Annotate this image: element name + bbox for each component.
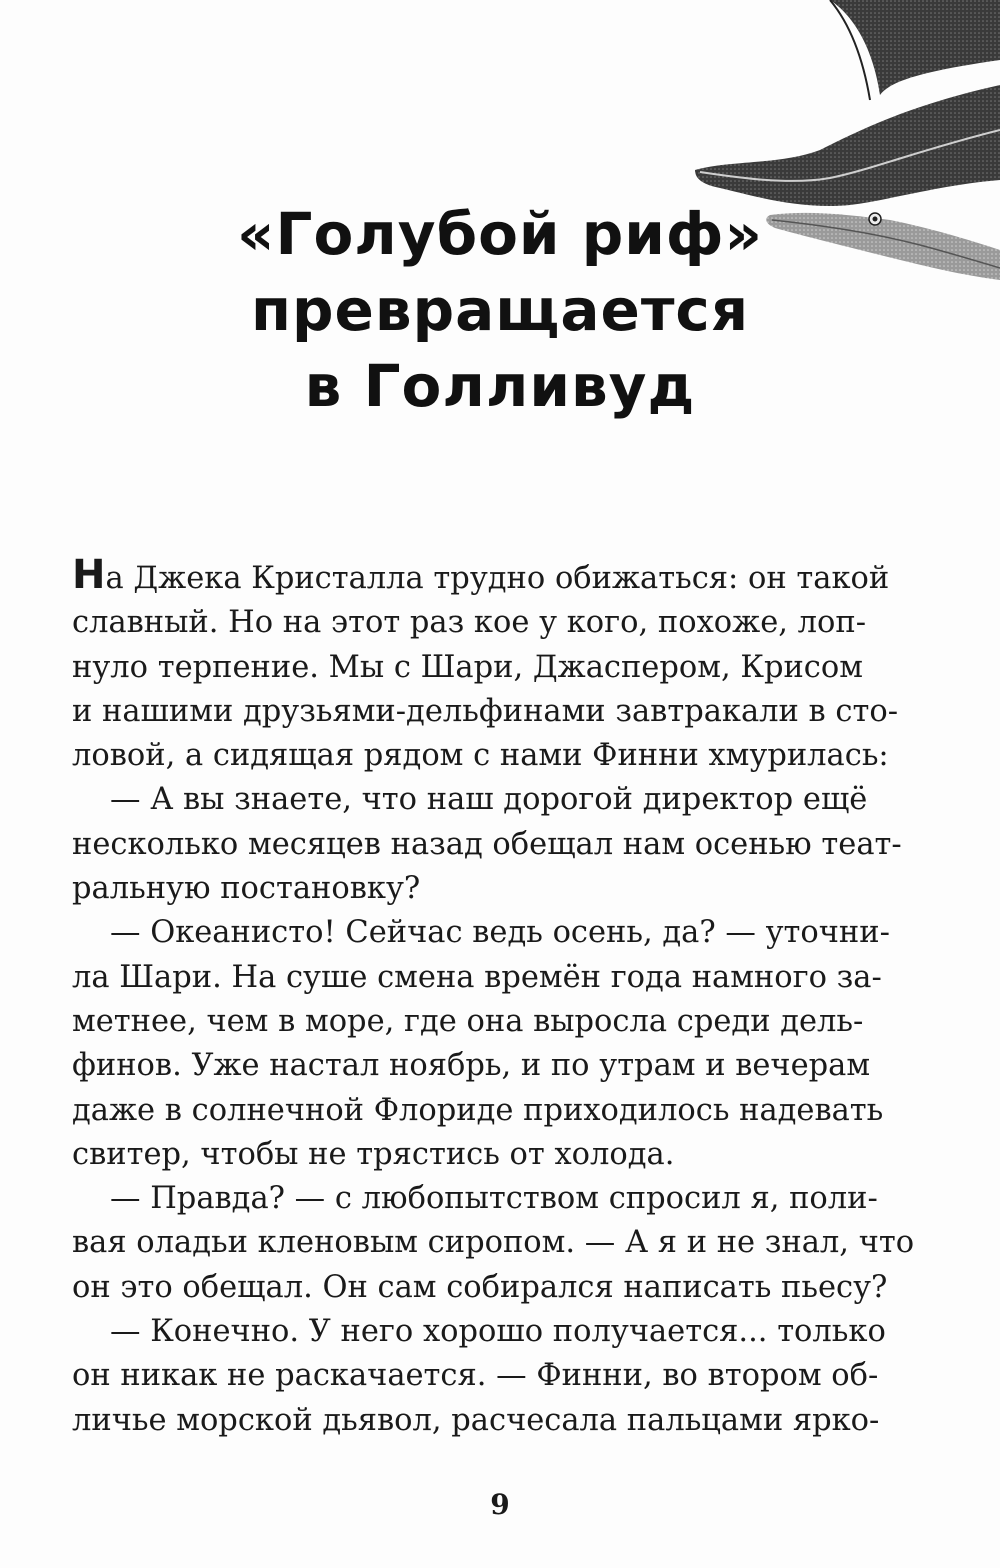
text-line: личье морской дьявол, расчесала пальцами ярко- xyxy=(72,1402,880,1438)
drop-cap-letter: Н xyxy=(72,552,106,598)
text-line: ла Шари. На суше смена времён года намного за- xyxy=(72,959,882,995)
chapter-body-text xyxy=(72,552,915,1443)
chapter-title xyxy=(150,196,850,424)
chapter-title-line-3: в Голливуд xyxy=(304,352,696,420)
text-line: нуло терпение. Мы с Шари, Джаспером, Крисом xyxy=(72,649,863,685)
text-line xyxy=(72,552,890,601)
text-line: метнее, чем в море, где она выросла среди дель- xyxy=(72,1003,864,1039)
chapter-title-line-2: превращается xyxy=(250,276,750,344)
text-line-content: а Джека Кристалла трудно обижаться: он такой xyxy=(105,561,890,596)
text-line: свитер, чтобы не трястись от холода. xyxy=(72,1136,675,1172)
chapter-title-line-1: «Голубой риф» xyxy=(237,200,763,268)
text-line: и нашими друзьями-дельфинами завтракали в сто- xyxy=(72,693,899,729)
text-line: несколько месяцев назад обещал нам осенью теат- xyxy=(72,826,902,862)
text-line: — Конечно. У него хорошо получается... только xyxy=(110,1314,886,1350)
text-line: финов. Уже настал ноябрь, и по утрам и вечерам xyxy=(72,1048,871,1084)
text-line: славный. Но на этот раз кое у кого, похоже, лоп- xyxy=(72,605,867,641)
text-line: ральную постановку? xyxy=(72,871,421,907)
page-number: 9 xyxy=(490,1488,510,1521)
text-line: вая оладьи кленовым сиропом. — А я и не знал, что xyxy=(72,1225,915,1261)
text-line: ловой, а сидящая рядом с нами Финни хмурилась: xyxy=(72,738,889,774)
text-line: даже в солнечной Флориде приходилось надевать xyxy=(72,1092,884,1128)
text-line: — Океанисто! Сейчас ведь осень, да? — уточни- xyxy=(110,915,890,951)
text-line: он никак не раскачается. — Финни, во втором об- xyxy=(72,1358,879,1394)
text-line: — Правда? — с любопытством спросил я, поли- xyxy=(110,1181,878,1217)
text-line: он это обещал. Он сам собирался написать пьесу? xyxy=(72,1269,888,1305)
text-line: — А вы знаете, что наш дорогой директор ещё xyxy=(110,782,868,818)
